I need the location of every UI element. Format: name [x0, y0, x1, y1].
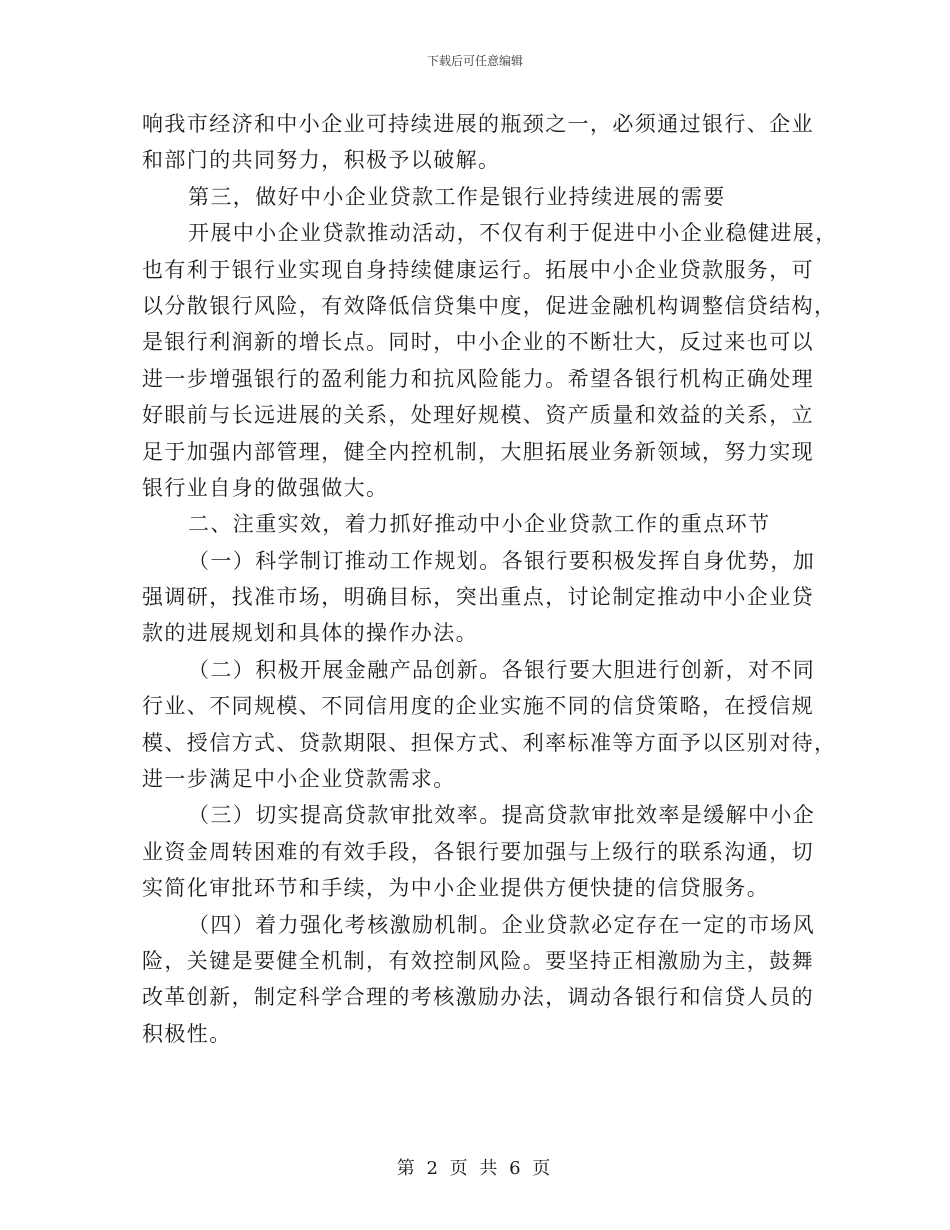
- text-line: 银行业自身的做强做大。: [142, 475, 389, 500]
- text-line: （二）积极开展金融产品创新。各银行要大胆进行创新，对不同: [188, 657, 816, 682]
- page-header: 下载后可任意编辑: [426, 54, 523, 68]
- text-line: 开展中小企业贷款推动活动，不仅有利于促进中小企业稳健进展，: [188, 221, 838, 246]
- text-line: 和部门的共同努力，积极予以破解。: [142, 148, 501, 173]
- text-line: 积极性。: [142, 1021, 232, 1046]
- text-line: 二、注重实效，着力抓好推动中小企业贷款工作的重点环节: [188, 512, 771, 537]
- text-line: 模、授信方式、贷款期限、担保方式、利率标准等方面予以区别对待，: [142, 730, 837, 755]
- page-footer: 第 2 页 共 6 页: [396, 1158, 554, 1179]
- text-line: 业资金周转困难的有效手段，各银行要加强与上级行的联系沟通，切: [142, 839, 814, 864]
- text-line: 也有利于银行业实现自身持续健康运行。拓展中小企业贷款服务，可: [142, 257, 814, 282]
- text-line: 进一步增强银行的盈利能力和抗风险能力。希望各银行机构正确处理: [142, 366, 814, 391]
- body-text: [142, 106, 838, 1052]
- text-line: 行业、不同规模、不同信用度的企业实施不同的信贷策略，在授信规: [142, 694, 814, 719]
- text-line: 实简化审批环节和手续，为中小企业提供方便快捷的信贷服务。: [142, 876, 770, 901]
- text-line: 强调研，找准市场，明确目标，突出重点，讨论制定推动中小企业贷: [142, 585, 814, 610]
- text-line: 改革创新，制定科学合理的考核激励办法，调动各银行和信贷人员的: [142, 985, 814, 1010]
- text-line: 险，关键是要健全机制，有效控制风险。要坚持正相激励为主，鼓舞: [142, 948, 814, 973]
- text-line: （一）科学制订推动工作规划。各银行要积极发挥自身优势，加: [188, 548, 816, 573]
- text-line: 款的进展规划和具体的操作办法。: [142, 621, 478, 646]
- text-line: （三）切实提高贷款审批效率。提高贷款审批效率是缓解中小企: [188, 803, 816, 828]
- text-line: 是银行利润新的增长点。同时，中小企业的不断壮大，反过来也可以: [142, 330, 814, 355]
- text-line: 足于加强内部管理，健全内控机制，大胆拓展业务新领域，努力实现: [142, 439, 814, 464]
- text-line: 进一步满足中小企业贷款需求。: [142, 767, 456, 792]
- text-line: 以分散银行风险，有效降低信贷集中度，促进金融机构调整信贷结构，: [142, 293, 837, 318]
- text-line: 第三，做好中小企业贷款工作是银行业持续进展的需要: [188, 184, 726, 209]
- text-line: 好眼前与长远进展的关系，处理好规模、资产质量和效益的关系，立: [142, 403, 814, 428]
- text-line: （四）着力强化考核激励机制。企业贷款必定存在一定的市场风: [188, 912, 816, 937]
- text-line: 响我市经济和中小企业可持续进展的瓶颈之一，必须通过银行、企业: [142, 112, 814, 136]
- document-body: [142, 106, 838, 1052]
